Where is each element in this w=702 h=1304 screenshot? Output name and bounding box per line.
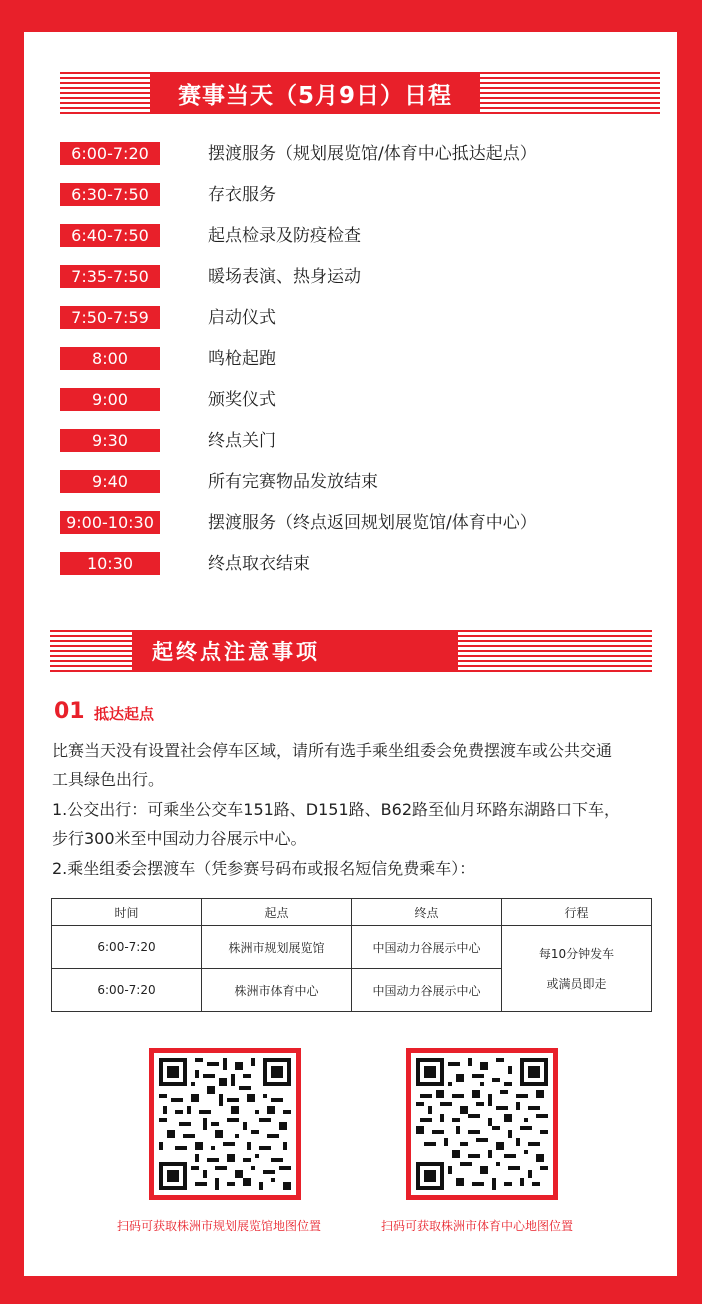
time-badge: 10:30	[60, 552, 160, 575]
schedule-banner	[60, 72, 660, 114]
notice-title: 起终点注意事项	[132, 630, 458, 672]
schedule-title: 赛事当天（5月9日）日程	[150, 72, 480, 114]
schedule-line-2: 或满员即走	[546, 976, 607, 991]
cell-end: 中国动力谷展示中心	[352, 926, 502, 969]
cell-start: 株洲市规划展览馆	[202, 926, 352, 969]
section-title: 抵达起点	[94, 705, 155, 723]
qr-code-icon	[411, 1053, 553, 1195]
schedule-row	[60, 429, 620, 453]
time-badge: 6:00-7:20	[60, 142, 160, 165]
qr-code-planning-hall[interactable]	[149, 1048, 301, 1200]
schedule-row	[60, 511, 620, 535]
intro-line-1: 比赛当天没有设置社会停车区域，请所有选手乘坐组委会免费摆渡车或公共交通	[52, 741, 613, 760]
qr-caption-right: 扫码可获取株洲市体育中心地图位置	[381, 1219, 574, 1233]
schedule-event: 鸣枪起跑	[208, 349, 276, 369]
qr-code-icon	[416, 1058, 548, 1190]
schedule-row	[60, 224, 620, 248]
schedule-event: 起点检录及防疫检查	[208, 226, 361, 246]
qr-caption-left: 扫码可获取株洲市规划展览馆地图位置	[117, 1219, 322, 1233]
table-row	[52, 926, 652, 969]
schedule-event: 所有完赛物品发放结束	[208, 472, 378, 492]
schedule-row	[60, 552, 620, 576]
time-badge: 8:00	[60, 347, 160, 370]
qr-code-icon	[154, 1053, 296, 1195]
time-badge: 9:30	[60, 429, 160, 452]
cell-time: 6:00-7:20	[52, 926, 202, 969]
bus-line-2: 步行300米至中国动力谷展示中心。	[52, 829, 307, 848]
cell-end: 中国动力谷展示中心	[352, 969, 502, 1012]
time-badge: 7:35-7:50	[60, 265, 160, 288]
schedule-row	[60, 306, 620, 330]
schedule-row	[60, 347, 620, 371]
cell-time: 6:00-7:20	[52, 969, 202, 1012]
schedule-event: 暖场表演、热身运动	[208, 267, 361, 287]
schedule-event: 启动仪式	[208, 308, 276, 328]
content-card	[24, 32, 677, 1276]
header-end: 终点	[352, 899, 502, 926]
schedule-row	[60, 265, 620, 289]
schedule-event: 存衣服务	[208, 185, 276, 205]
shuttle-line: 2.乘坐组委会摆渡车（凭参赛号码布或报名短信免费乘车）：	[52, 859, 476, 878]
table-header-row	[52, 899, 652, 926]
header-time: 时间	[52, 899, 202, 926]
time-badge: 9:00	[60, 388, 160, 411]
section-number: 01	[54, 699, 85, 724]
schedule-row	[60, 388, 620, 412]
schedule-event: 摆渡服务（规划展览馆/体育中心抵达起点）	[208, 144, 537, 164]
time-badge: 6:30-7:50	[60, 183, 160, 206]
schedule-event: 终点关门	[208, 431, 276, 451]
bus-line-1: 1.公交出行：可乘坐公交车151路、D151路、B62路至仙月环路东湖路口下车，	[52, 800, 621, 819]
header-start: 起点	[202, 899, 352, 926]
time-badge: 6:40-7:50	[60, 224, 160, 247]
schedule-event: 颁奖仪式	[208, 390, 276, 410]
time-badge: 7:50-7:59	[60, 306, 160, 329]
cell-start: 株洲市体育中心	[202, 969, 352, 1012]
schedule-row	[60, 142, 620, 166]
schedule-event: 摆渡服务（终点返回规划展览馆/体育中心）	[208, 513, 537, 533]
shuttle-table	[51, 898, 652, 1012]
notice-banner	[50, 630, 652, 672]
schedule-event: 终点取衣结束	[208, 554, 310, 574]
time-badge: 9:00-10:30	[60, 511, 160, 534]
schedule-row	[60, 183, 620, 207]
schedule-line-1: 每10分钟发车	[538, 946, 615, 961]
qr-code-icon	[159, 1058, 291, 1190]
qr-code-sports-center[interactable]	[406, 1048, 558, 1200]
header-schedule: 行程	[502, 899, 652, 926]
cell-schedule	[502, 926, 652, 1012]
intro-line-2: 工具绿色出行。	[52, 770, 165, 789]
schedule-row	[60, 470, 620, 494]
time-badge: 9:40	[60, 470, 160, 493]
